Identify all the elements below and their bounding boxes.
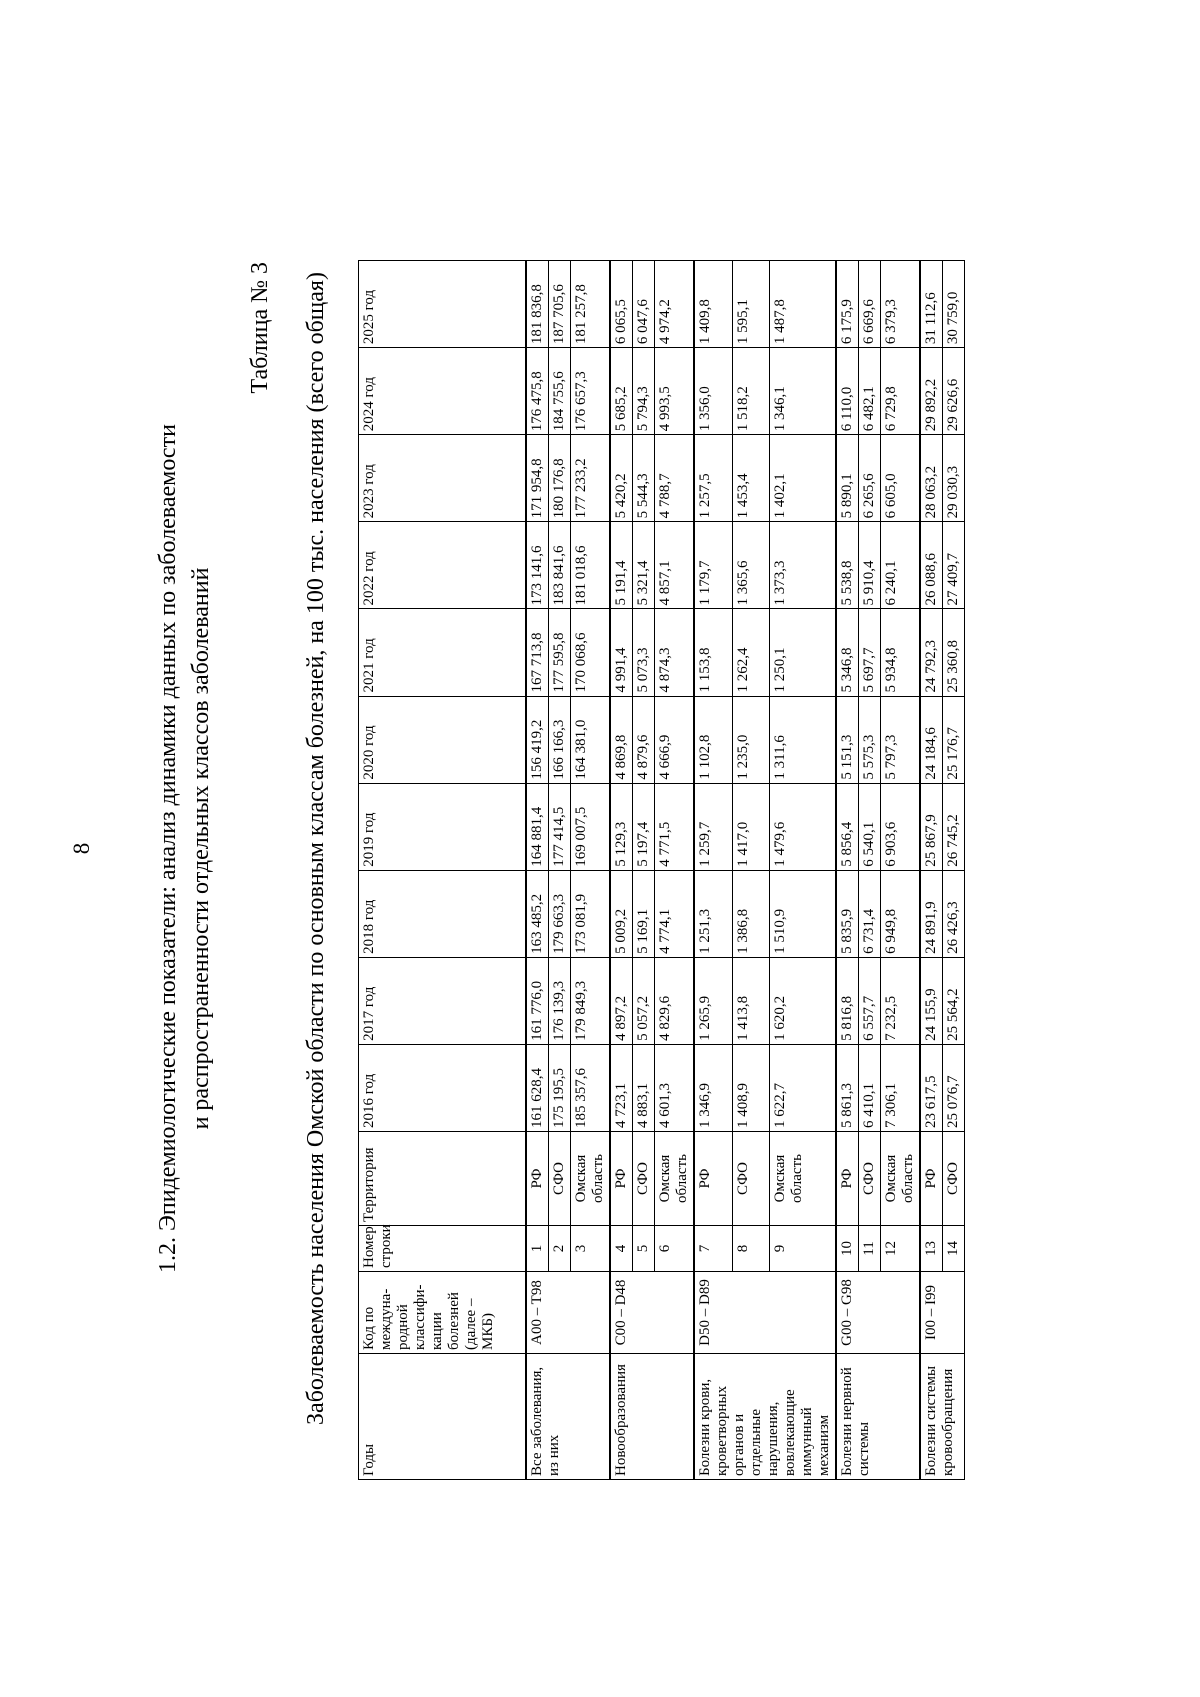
territory-cell: Омская область xyxy=(881,1132,921,1226)
section-heading-line1: 1.2. Эпидемиологические показатели: анализ динамики данных по заболеваемости xyxy=(155,424,181,1273)
value-cell: 7 306,1 xyxy=(881,1044,921,1131)
value-cell: 181 836,8 xyxy=(526,261,549,348)
territory-cell: РФ xyxy=(526,1132,549,1226)
value-cell: 6 669,6 xyxy=(859,261,881,348)
header-row-no: Номер строки xyxy=(359,1226,527,1272)
value-cell: 4 883,1 xyxy=(633,1044,655,1131)
value-cell: 26 745,2 xyxy=(943,783,965,870)
value-cell: 1 373,3 xyxy=(769,522,836,609)
value-cell: 6 110,0 xyxy=(836,348,859,435)
row-number-cell: 9 xyxy=(769,1226,836,1272)
value-cell: 1 262,4 xyxy=(732,609,769,696)
value-cell: 5 856,4 xyxy=(836,783,859,870)
value-cell: 161 628,4 xyxy=(526,1044,549,1131)
value-cell: 1 408,9 xyxy=(732,1044,769,1131)
value-cell: 1 620,2 xyxy=(769,957,836,1044)
value-cell: 184 755,6 xyxy=(549,348,571,435)
header-year: 2017 год xyxy=(359,957,527,1044)
header-year: 2018 год xyxy=(359,870,527,957)
row-number-cell: 13 xyxy=(920,1226,943,1272)
value-cell: 5 544,3 xyxy=(633,435,655,522)
value-cell: 5 009,2 xyxy=(610,870,633,957)
value-cell: 187 705,6 xyxy=(549,261,571,348)
value-cell: 5 575,3 xyxy=(859,696,881,783)
value-cell: 28 063,2 xyxy=(920,435,943,522)
value-cell: 5 697,7 xyxy=(859,609,881,696)
value-cell: 4 771,5 xyxy=(655,783,695,870)
value-cell: 169 007,5 xyxy=(571,783,611,870)
table-body xyxy=(526,261,965,1480)
value-cell: 4 774,1 xyxy=(655,870,695,957)
value-cell: 5 191,4 xyxy=(610,522,633,609)
value-cell: 4 829,6 xyxy=(655,957,695,1044)
value-cell: 4 788,7 xyxy=(655,435,695,522)
value-cell: 1 356,0 xyxy=(694,348,732,435)
territory-cell: СФО xyxy=(732,1132,769,1226)
value-cell: 4 879,6 xyxy=(633,696,655,783)
value-cell: 177 595,8 xyxy=(549,609,571,696)
value-cell: 5 073,3 xyxy=(633,609,655,696)
value-cell: 181 018,6 xyxy=(571,522,611,609)
value-cell: 25 360,8 xyxy=(943,609,965,696)
territory-cell: Омская область xyxy=(655,1132,695,1226)
value-cell: 31 112,6 xyxy=(920,261,943,348)
value-cell: 27 409,7 xyxy=(943,522,965,609)
territory-cell: РФ xyxy=(836,1132,859,1226)
value-cell: 6 605,0 xyxy=(881,435,921,522)
table-caption: Заболеваемость населения Омской области по основным классам болезней, на 100 тыс. населения (всего общая) xyxy=(303,272,329,1425)
value-cell: 5 420,2 xyxy=(610,435,633,522)
header-year: 2020 год xyxy=(359,696,527,783)
value-cell: 6 065,5 xyxy=(610,261,633,348)
territory-cell: РФ xyxy=(610,1132,633,1226)
value-cell: 6 175,9 xyxy=(836,261,859,348)
group-name-cell: Болезни системы кровообращения xyxy=(920,1354,965,1480)
value-cell: 24 891,9 xyxy=(920,870,943,957)
value-cell: 30 759,0 xyxy=(943,261,965,348)
value-cell: 5 538,8 xyxy=(836,522,859,609)
value-cell: 24 155,9 xyxy=(920,957,943,1044)
value-cell: 185 357,6 xyxy=(571,1044,611,1131)
value-cell: 1 386,8 xyxy=(732,870,769,957)
icd-code-cell: G00 – G98 xyxy=(836,1272,920,1354)
value-cell: 5 861,3 xyxy=(836,1044,859,1131)
value-cell: 5 129,3 xyxy=(610,783,633,870)
value-cell: 1 257,5 xyxy=(694,435,732,522)
value-cell: 29 892,2 xyxy=(920,348,943,435)
value-cell: 180 176,8 xyxy=(549,435,571,522)
row-number-cell: 4 xyxy=(610,1226,633,1272)
value-cell: 26 426,3 xyxy=(943,870,965,957)
value-cell: 6 540,1 xyxy=(859,783,881,870)
header-year: 2023 год xyxy=(359,435,527,522)
value-cell: 1 595,1 xyxy=(732,261,769,348)
value-cell: 29 030,3 xyxy=(943,435,965,522)
value-cell: 4 869,8 xyxy=(610,696,633,783)
territory-cell: СФО xyxy=(943,1132,965,1226)
row-number-cell: 1 xyxy=(526,1226,549,1272)
value-cell: 176 475,8 xyxy=(526,348,549,435)
icd-code-cell: I00 – I99 xyxy=(920,1272,965,1354)
page-number: 8 xyxy=(69,842,94,855)
value-cell: 5 797,3 xyxy=(881,696,921,783)
value-cell: 7 232,5 xyxy=(881,957,921,1044)
value-cell: 4 666,9 xyxy=(655,696,695,783)
value-cell: 1 235,0 xyxy=(732,696,769,783)
value-cell: 1 311,6 xyxy=(769,696,836,783)
header-territory: Территория xyxy=(359,1132,527,1226)
value-cell: 181 257,8 xyxy=(571,261,611,348)
value-cell: 29 626,6 xyxy=(943,348,965,435)
value-cell: 5 057,2 xyxy=(633,957,655,1044)
value-cell: 5 346,8 xyxy=(836,609,859,696)
header-year: 2021 год xyxy=(359,609,527,696)
territory-cell: Омская область xyxy=(571,1132,611,1226)
value-cell: 6 379,3 xyxy=(881,261,921,348)
value-cell: 156 419,2 xyxy=(526,696,549,783)
table-row xyxy=(610,261,633,1480)
row-number-cell: 5 xyxy=(633,1226,655,1272)
value-cell: 177 414,5 xyxy=(549,783,571,870)
value-cell: 1 417,0 xyxy=(732,783,769,870)
table-row xyxy=(920,261,943,1480)
value-cell: 176 139,3 xyxy=(549,957,571,1044)
group-name-cell: Болезни крови, кроветворных органов и отдельные нарушения, вовлекающие иммунный механизм xyxy=(694,1354,836,1480)
value-cell: 5 197,4 xyxy=(633,783,655,870)
table-row xyxy=(526,261,549,1480)
value-cell: 173 141,6 xyxy=(526,522,549,609)
value-cell: 177 233,2 xyxy=(571,435,611,522)
table-row xyxy=(694,261,732,1480)
value-cell: 175 195,5 xyxy=(549,1044,571,1131)
value-cell: 6 903,6 xyxy=(881,783,921,870)
value-cell: 6 557,7 xyxy=(859,957,881,1044)
header-year: 2019 год xyxy=(359,783,527,870)
table-row xyxy=(836,261,859,1480)
value-cell: 4 874,3 xyxy=(655,609,695,696)
value-cell: 176 657,3 xyxy=(571,348,611,435)
value-cell: 4 993,5 xyxy=(655,348,695,435)
morbidity-table xyxy=(358,260,965,1480)
value-cell: 4 991,4 xyxy=(610,609,633,696)
value-cell: 4 601,3 xyxy=(655,1044,695,1131)
header-year: 2022 год xyxy=(359,522,527,609)
row-number-cell: 7 xyxy=(694,1226,732,1272)
value-cell: 25 564,2 xyxy=(943,957,965,1044)
value-cell: 1 153,8 xyxy=(694,609,732,696)
row-number-cell: 6 xyxy=(655,1226,695,1272)
value-cell: 5 835,9 xyxy=(836,870,859,957)
value-cell: 4 897,2 xyxy=(610,957,633,1044)
section-heading-line2: и распространенности отдельных классов заболеваний xyxy=(188,567,214,1130)
value-cell: 173 081,9 xyxy=(571,870,611,957)
value-cell: 1 479,6 xyxy=(769,783,836,870)
value-cell: 171 954,8 xyxy=(526,435,549,522)
header-year: 2016 год xyxy=(359,1044,527,1131)
value-cell: 5 685,2 xyxy=(610,348,633,435)
value-cell: 23 617,5 xyxy=(920,1044,943,1131)
value-cell: 26 088,6 xyxy=(920,522,943,609)
value-cell: 6 729,8 xyxy=(881,348,921,435)
value-cell: 1 409,8 xyxy=(694,261,732,348)
row-number-cell: 10 xyxy=(836,1226,859,1272)
value-cell: 4 723,1 xyxy=(610,1044,633,1131)
value-cell: 170 068,6 xyxy=(571,609,611,696)
icd-code-cell: D50 – D89 xyxy=(694,1272,836,1354)
value-cell: 1 402,1 xyxy=(769,435,836,522)
value-cell: 1 265,9 xyxy=(694,957,732,1044)
row-number-cell: 2 xyxy=(549,1226,571,1272)
row-number-cell: 3 xyxy=(571,1226,611,1272)
value-cell: 6 949,8 xyxy=(881,870,921,957)
value-cell: 166 166,3 xyxy=(549,696,571,783)
territory-cell: РФ xyxy=(920,1132,943,1226)
value-cell: 1 510,9 xyxy=(769,870,836,957)
value-cell: 5 890,1 xyxy=(836,435,859,522)
value-cell: 5 794,3 xyxy=(633,348,655,435)
value-cell: 6 482,1 xyxy=(859,348,881,435)
row-number-cell: 11 xyxy=(859,1226,881,1272)
value-cell: 4 974,2 xyxy=(655,261,695,348)
table-header-row xyxy=(359,261,527,1480)
value-cell: 1 250,1 xyxy=(769,609,836,696)
value-cell: 25 867,9 xyxy=(920,783,943,870)
section-heading xyxy=(152,0,218,1697)
value-cell: 5 816,8 xyxy=(836,957,859,1044)
value-cell: 1 365,6 xyxy=(732,522,769,609)
value-cell: 5 321,4 xyxy=(633,522,655,609)
row-number-cell: 8 xyxy=(732,1226,769,1272)
value-cell: 25 076,7 xyxy=(943,1044,965,1131)
value-cell: 1 251,3 xyxy=(694,870,732,957)
value-cell: 1 622,7 xyxy=(769,1044,836,1131)
value-cell: 1 453,4 xyxy=(732,435,769,522)
value-cell: 183 841,6 xyxy=(549,522,571,609)
value-cell: 24 792,3 xyxy=(920,609,943,696)
value-cell: 1 518,2 xyxy=(732,348,769,435)
icd-code-cell: A00 – T98 xyxy=(526,1272,610,1354)
value-cell: 1 259,7 xyxy=(694,783,732,870)
value-cell: 179 663,3 xyxy=(549,870,571,957)
value-cell: 164 881,4 xyxy=(526,783,549,870)
value-cell: 1 179,7 xyxy=(694,522,732,609)
value-cell: 5 169,1 xyxy=(633,870,655,957)
territory-cell: СФО xyxy=(633,1132,655,1226)
group-name-cell: Новообразования xyxy=(610,1354,694,1480)
value-cell: 6 731,4 xyxy=(859,870,881,957)
header-year: 2024 год xyxy=(359,348,527,435)
icd-code-cell: C00 – D48 xyxy=(610,1272,694,1354)
group-name-cell: Болезни нервной системы xyxy=(836,1354,920,1480)
value-cell: 25 176,7 xyxy=(943,696,965,783)
territory-cell: СФО xyxy=(549,1132,571,1226)
value-cell: 1 102,8 xyxy=(694,696,732,783)
value-cell: 5 934,8 xyxy=(881,609,921,696)
value-cell: 1 487,8 xyxy=(769,261,836,348)
value-cell: 24 184,6 xyxy=(920,696,943,783)
value-cell: 1 346,9 xyxy=(694,1044,732,1131)
table-number: Таблица № 3 xyxy=(247,262,273,394)
value-cell: 163 485,2 xyxy=(526,870,549,957)
value-cell: 179 849,3 xyxy=(571,957,611,1044)
header-code: Код по междуна-родной классифи-кации болезней (далее – МКБ) xyxy=(359,1272,527,1354)
value-cell: 4 857,1 xyxy=(655,522,695,609)
value-cell: 5 910,4 xyxy=(859,522,881,609)
value-cell: 6 047,6 xyxy=(633,261,655,348)
row-number-cell: 12 xyxy=(881,1226,921,1272)
header-year: 2025 год xyxy=(359,261,527,348)
row-number-cell: 14 xyxy=(943,1226,965,1272)
value-cell: 161 776,0 xyxy=(526,957,549,1044)
value-cell: 6 240,1 xyxy=(881,522,921,609)
territory-cell: Омская область xyxy=(769,1132,836,1226)
territory-cell: СФО xyxy=(859,1132,881,1226)
value-cell: 5 151,3 xyxy=(836,696,859,783)
value-cell: 6 410,1 xyxy=(859,1044,881,1131)
value-cell: 1 346,1 xyxy=(769,348,836,435)
group-name-cell: Все заболевания, из них xyxy=(526,1354,610,1480)
header-group: Годы xyxy=(359,1354,527,1480)
territory-cell: РФ xyxy=(694,1132,732,1226)
value-cell: 1 413,8 xyxy=(732,957,769,1044)
value-cell: 164 381,0 xyxy=(571,696,611,783)
value-cell: 167 713,8 xyxy=(526,609,549,696)
value-cell: 6 265,6 xyxy=(859,435,881,522)
